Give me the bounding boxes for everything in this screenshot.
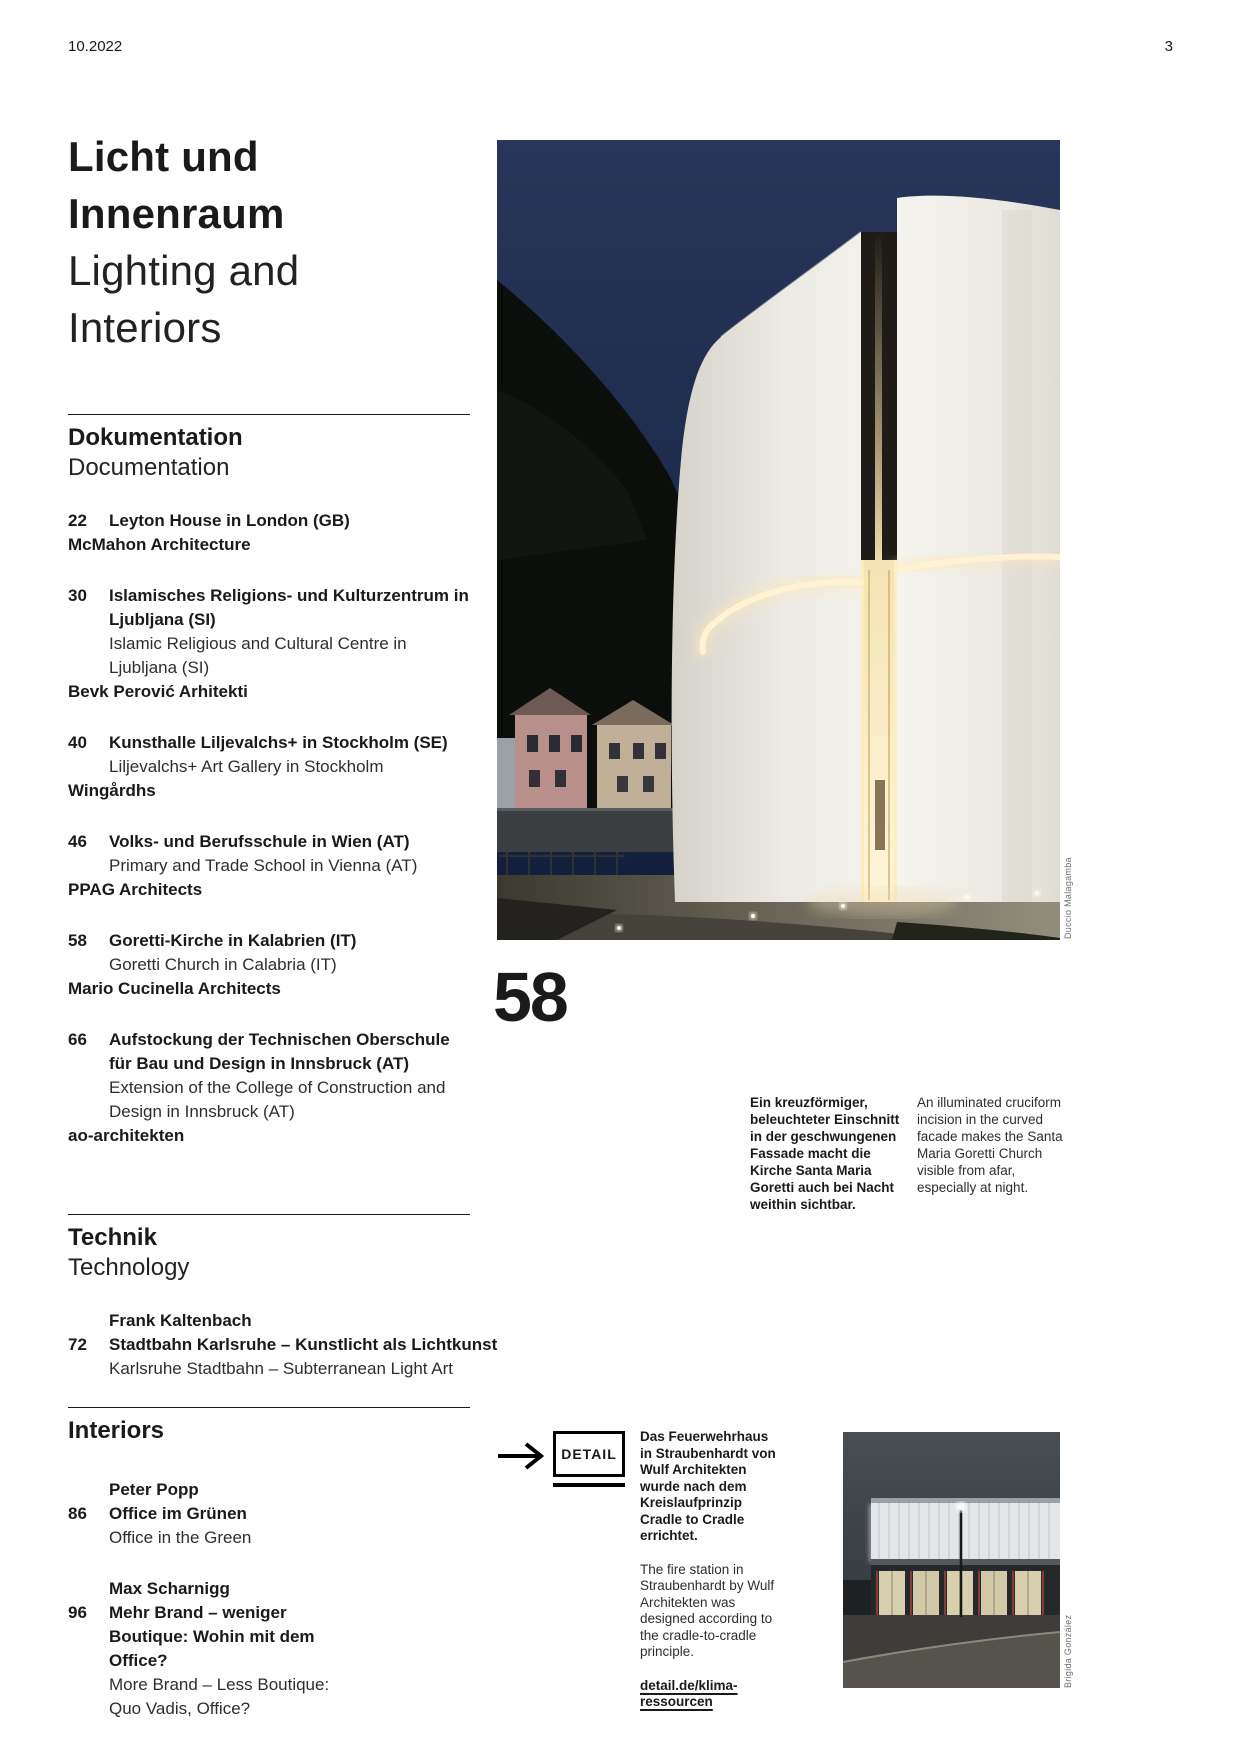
section-heading-english: Technology <box>68 1254 190 1281</box>
entry-title-english: More Brand – Less Boutique: Quo Vadis, Office? <box>109 1675 330 1718</box>
toc-entries <box>68 509 470 1148</box>
entry-architect: Wingårdhs <box>68 781 156 800</box>
toc-entry <box>68 830 470 902</box>
section-technology <box>68 1214 498 1408</box>
photo-credit: Brigida González <box>1063 1614 1073 1688</box>
teaser-text <box>640 1429 782 1711</box>
detail-logo-box: DETAIL <box>553 1431 625 1477</box>
toc-entry <box>68 509 470 557</box>
teaser-text-german: Das Feuerwehrhaus in Straubenhardt von Wulf Architekten wurde nach dem Kreislaufprinzip Cradle to Cradle errichtet. <box>640 1429 776 1543</box>
entry-page-number: 58 <box>68 931 87 950</box>
section-divider <box>68 414 470 415</box>
church-photo <box>497 140 1060 940</box>
section-divider <box>68 1407 470 1408</box>
entry-page-number: 72 <box>68 1335 87 1354</box>
entry-page-number: 46 <box>68 832 87 851</box>
section-interiors <box>68 1407 470 1748</box>
toc-entry <box>68 1309 498 1381</box>
section-heading-german: Technik <box>68 1224 157 1251</box>
entry-title-english: Goretti Church in Calabria (IT) <box>109 955 337 974</box>
toc-entry <box>68 1577 470 1721</box>
entry-title-german: Stadtbahn Karlsruhe – Kunstlicht als Lichtkunst <box>109 1335 498 1354</box>
page-title <box>68 128 378 356</box>
feature-page-number: 58 <box>493 958 567 1036</box>
entry-title-german: Goretti-Kirche in Kalabrien (IT) <box>109 931 357 950</box>
feature-caption-german: Ein kreuzförmiger, beleuchteter Einschnitt in der geschwungenen Fassade macht die Kirche Santa Maria Goretti auch bei Nacht weithin sichtbar. <box>750 1095 900 1212</box>
detail-logo-bar <box>553 1483 625 1487</box>
section-divider <box>68 1214 470 1215</box>
entry-title-english: Karlsruhe Stadtbahn – Subterranean Light Art <box>109 1359 454 1378</box>
entry-title-german: Office im Grünen <box>109 1504 247 1523</box>
toc-entry <box>68 731 470 803</box>
section-heading-german: Dokumentation <box>68 424 243 451</box>
church-photo-illustration <box>497 140 1060 940</box>
entry-title-german: Kunsthalle Liljevalchs+ in Stockholm (SE) <box>109 733 448 752</box>
climate-resources-link[interactable]: detail.de/klima-ressourcen <box>640 1677 738 1709</box>
entry-architect: ao-architekten <box>68 1126 185 1145</box>
entry-title-english: Extension of the College of Construction and Design in Innsbruck (AT) <box>109 1078 446 1121</box>
page-title-english: Lighting and Interiors <box>68 247 300 351</box>
entry-author: Frank Kaltenbach <box>109 1311 252 1330</box>
section-documentation <box>68 414 470 1175</box>
toc-entry <box>68 584 470 704</box>
entry-page-number: 40 <box>68 733 87 752</box>
section-heading: Interiors <box>68 1417 165 1444</box>
running-head <box>68 38 1173 55</box>
entry-architect: Bevk Perović Arhitekti <box>68 682 248 701</box>
entry-architect: PPAG Architects <box>68 880 203 899</box>
entry-title-german: Volks- und Berufsschule in Wien (AT) <box>109 832 410 851</box>
entry-page-number: 86 <box>68 1504 87 1523</box>
toc-entry <box>68 929 470 1001</box>
issue-label: 10.2022 <box>68 38 123 55</box>
toc-entries <box>68 1478 470 1721</box>
entry-title-german: Mehr Brand – weniger Boutique: Wohin mit dem Office? <box>109 1603 315 1670</box>
entry-page-number: 30 <box>68 586 87 605</box>
detail-logo <box>553 1431 625 1487</box>
page-number: 3 <box>1164 38 1173 55</box>
teaser-text-english: The fire station in Straubenhardt by Wulf Architekten was designed according to the cradle-to-cradle principle. <box>640 1561 775 1659</box>
entry-architect: McMahon Architecture <box>68 535 251 554</box>
entry-page-number: 22 <box>68 511 87 530</box>
entry-title-german: Islamisches Religions- und Kulturzentrum in Ljubljana (SI) <box>109 586 469 629</box>
entry-author: Max Scharnigg <box>109 1579 230 1598</box>
section-heading-english: Documentation <box>68 454 230 481</box>
feature-caption-english: An illuminated cruciform incision in the curved facade makes the Santa Maria Goretti Church visible from afar, especially at night. <box>917 1095 1063 1195</box>
entry-title-english: Office in the Green <box>109 1528 252 1547</box>
entry-author: Peter Popp <box>109 1480 199 1499</box>
toc-entries <box>68 1309 498 1381</box>
entry-page-number: 66 <box>68 1030 87 1049</box>
fire-station-illustration <box>843 1432 1060 1688</box>
fire-station-photo <box>843 1432 1060 1688</box>
entry-title-german: Aufstockung der Technischen Oberschule für Bau und Design in Innsbruck (AT) <box>109 1030 450 1073</box>
entry-architect: Mario Cucinella Architects <box>68 979 281 998</box>
entry-title-german: Leyton House in London (GB) <box>109 511 350 530</box>
entry-title-english: Liljevalchs+ Art Gallery in Stockholm <box>109 757 384 776</box>
entry-title-english: Primary and Trade School in Vienna (AT) <box>109 856 418 875</box>
page-title-german: Licht und Innenraum <box>68 133 285 237</box>
arrow-right-icon <box>497 1441 545 1471</box>
photo-credit: Duccio Malagamba <box>1063 857 1073 939</box>
entry-page-number: 96 <box>68 1603 87 1622</box>
toc-entry <box>68 1478 470 1550</box>
toc-entry <box>68 1028 470 1148</box>
entry-title-english: Islamic Religious and Cultural Centre in Ljubljana (SI) <box>109 634 407 677</box>
